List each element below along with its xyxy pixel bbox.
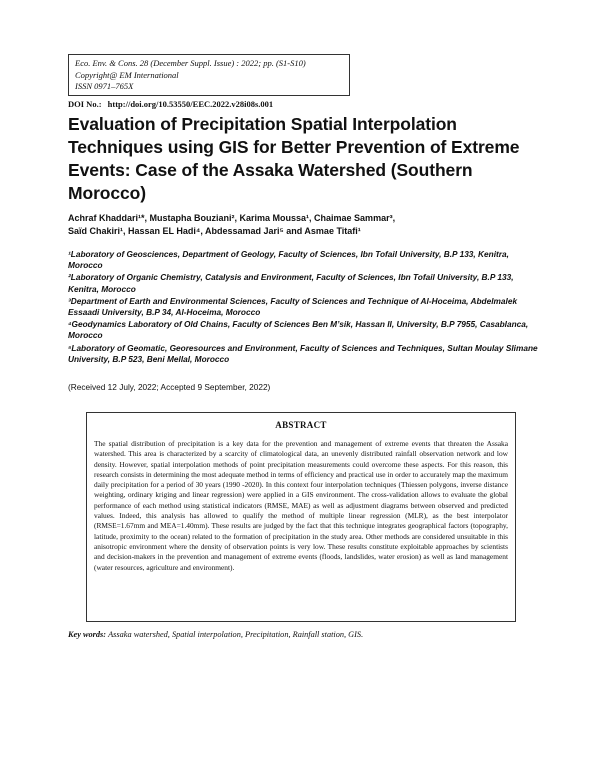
affiliation-item: ²Laboratory of Organic Chemistry, Catalysis and Environment, Faculty of Sciences, Ibn Tofail University, B.P 133, Kenitra, Morocco <box>68 272 514 294</box>
abstract-box <box>86 412 516 622</box>
keywords-label: Key words: <box>68 630 107 639</box>
affiliation-item: ⁴Geodynamics Laboratory of Old Chains, Faculty of Sciences Ben M’sik, Hassan II, University, B.P 7955, Casablanca, Morocco <box>68 319 529 341</box>
doi-line <box>68 99 273 109</box>
author-list <box>68 212 538 238</box>
abstract-text: The spatial distribution of precipitation is a key data for the prevention and management of extreme events that threaten the Assaka watershed. This area is characterized by a scarcity of climatological data, an unevenly distributed rainfall observation network and low density. However, spatial interpolation methods of point precipitation measurements could overcome these aspects. For this reason, this research consists in determining the most adequate method in terms of efficiency and practical use in order to accurately map the maximum daily precipitation for a period of 30 years (1990 -2020). In this context four interpolation techniques (Thiessen polygons, inverse distance weighting, ordinary kriging and linear regression) were applied in a GIS environment. The cross-validation allows to evaluate the global performance of each method using statistical indicators (RMSE, MAE) as well as adjustment diagrams between observed and predicted values. Indeed, this analysis has allowed to qualify the method of multiple linear regression (MLR), as the best interpolator (RMSE=1.67mm and MEA=1.40mm). These results are judged by the fact that this technique integrates geographical factors (topography, latitude, proximity to the ocean) related to the formation of precipitation in the study area. Other methods are considered unsuitable in this anisotropic environment where the density of observation points is very low. These results constitute exploitable approaches by scientists and decision-makers in the prevention and management of extreme events (floods, landslides, water erosion) as well as land management (water resources, agriculture and environment). <box>94 439 508 572</box>
keywords-text: Assaka watershed, Spatial interpolation, Precipitation, Rainfall station, GIS. <box>108 630 364 639</box>
journal-citation-box <box>68 54 350 96</box>
affiliation-list <box>68 249 544 366</box>
doi-label: DOI No.: <box>68 99 102 109</box>
affiliation-item: ³Department of Earth and Environmental Sciences, Faculty of Sciences and Technique of Al-Hoceima, Abdelmalek Essaadi University, B.P 34, Al-Hoceima, Morocco <box>68 295 518 318</box>
author-line: Saïd Chakiri¹, Hassan EL Hadi⁴, Abdessamad Jari⁵ and Asmae Titafi¹ <box>68 226 361 236</box>
received-accepted-dates: (Received 12 July, 2022; Accepted 9 September, 2022) <box>68 382 271 392</box>
journal-issn-line: ISSN 0971–765X <box>75 81 134 91</box>
doi-link[interactable]: http://doi.org/10.53550/EEC.2022.v28i08s.001 <box>107 99 274 109</box>
affiliation-item: ⁵Laboratory of Geomatic, Georesources and Environment, Faculty of Sciences and Techniques, Sultan Moulay Slimane University, B.P 523, Beni Mellal, Morocco <box>68 342 538 364</box>
keywords-line <box>68 630 538 639</box>
journal-copyright-line: Copyright@ EM International <box>75 69 179 80</box>
paper-title: Evaluation of Precipitation Spatial Interpolation Techniques using GIS for Better Prevention of Extreme Events: Case of the Assaka Watershed (Southern Morocco) <box>68 114 520 203</box>
journal-citation-line: Eco. Env. & Cons. 28 (December Suppl. Issue) : 2022; pp. (S1-S10) <box>75 58 306 68</box>
author-line: Achraf Khaddari¹*, Mustapha Bouziani², Karima Moussa¹, Chaimae Sammar³, <box>68 213 396 223</box>
affiliation-item: ¹Laboratory of Geosciences, Department of Geology, Faculty of Sciences, Ibn Tofail University, B.P 133, Kenitra, Morocco <box>68 249 509 271</box>
abstract-heading: ABSTRACT <box>275 420 327 430</box>
